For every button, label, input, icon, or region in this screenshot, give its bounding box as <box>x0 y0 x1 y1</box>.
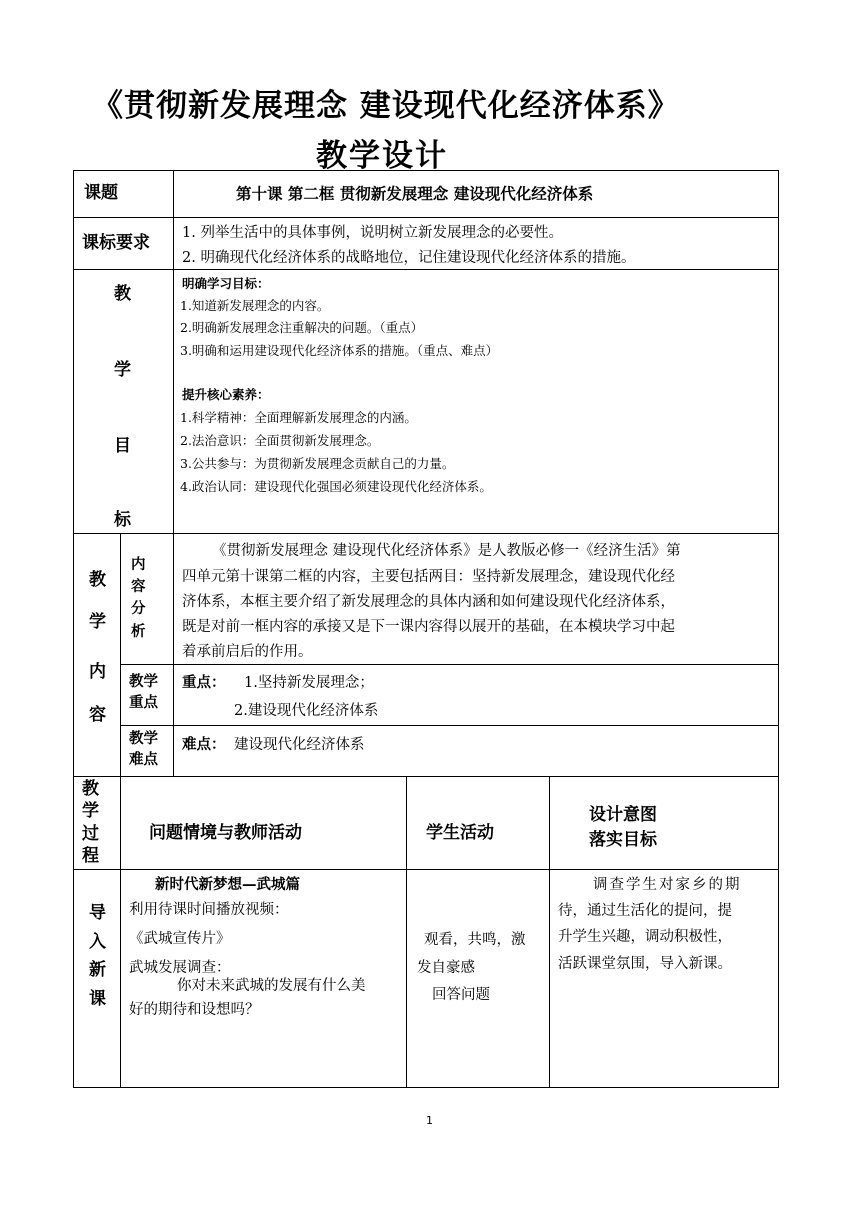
mubiao-item: 4.政治认同：建设现代化强国必须建设现代化经济体系。 <box>180 479 492 494</box>
analysis-label-char: 析 <box>131 624 146 640</box>
nandian-label: 难点 <box>129 752 158 768</box>
daoru-heading: 新时代新梦想—武城篇 <box>155 877 300 893</box>
mubiao-heading: 提升核心素养： <box>182 387 270 402</box>
nandian-heading: 难点： <box>182 737 226 753</box>
kebiao-label-cell <box>73 217 174 270</box>
zhongdian-item: 2.建设现代化经济体系 <box>234 703 379 719</box>
column-header: 问题情境与教师活动 <box>149 823 302 843</box>
mubiao-item: 1.科学精神：全面理解新发展理念的内涵。 <box>180 410 417 425</box>
mubiao-label-cell <box>73 269 174 534</box>
guocheng-label-char: 学 <box>82 801 99 821</box>
document-title: 《贯彻新发展理念 建设现代化经济体系》 <box>92 88 680 124</box>
document-subtitle: 教学设计 <box>316 138 448 174</box>
neirong-label-char: 容 <box>89 705 106 725</box>
kebiao-item: 1. 列举生活中的具体事例，说明树立新发展理念的必要性。 <box>182 225 563 241</box>
neirong-label-char: 教 <box>89 570 106 590</box>
guocheng-col2-cell <box>406 776 550 870</box>
analysis-label-char: 容 <box>131 579 146 595</box>
kebiao-value-cell <box>173 217 779 270</box>
daoru-intent-line: 调查学生对家乡的期 <box>593 877 742 893</box>
mubiao-item: 2.法治意识：全面贯彻新发展理念。 <box>180 433 380 448</box>
analysis-value-cell <box>173 533 779 665</box>
nandian-value: 建设现代化经济体系 <box>234 737 365 753</box>
zhongdian-label-cell <box>120 664 174 726</box>
daoru-student-line: 回答问题 <box>432 987 490 1003</box>
neirong-label-char: 内 <box>89 662 106 682</box>
analysis-line: 四单元第十课第二框的内容，主要包括两目：坚持新发展理念，建设现代化经 <box>182 569 675 585</box>
daoru-label-char: 导 <box>89 903 106 923</box>
daoru-label-cell <box>73 869 121 1088</box>
daoru-student-line: 观看，共鸣，激 <box>424 932 526 948</box>
daoru-label-char: 入 <box>89 932 106 952</box>
daoru-line: 《武城宣传片》 <box>129 931 231 947</box>
daoru-teacher-cell <box>120 869 407 1088</box>
guocheng-label-char: 教 <box>82 779 99 799</box>
guocheng-label-char: 过 <box>82 824 99 844</box>
neirong-label-char: 学 <box>89 612 106 632</box>
column-header: 学生活动 <box>426 823 494 843</box>
analysis-label-char: 内 <box>131 557 146 573</box>
daoru-intent-line: 活跃课堂氛围，导入新课。 <box>558 956 732 972</box>
mubiao-label-char: 学 <box>114 360 131 380</box>
guocheng-label-char: 程 <box>82 846 99 866</box>
mubiao-label-char: 目 <box>114 436 131 456</box>
mubiao-value-cell <box>173 269 779 534</box>
mubiao-label-char: 标 <box>114 510 131 530</box>
keti-value: 第十课 第二框 贯彻新发展理念 建设现代化经济体系 <box>236 185 594 203</box>
analysis-line: 济体系，本框主要介绍了新发展理念的具体内涵和如何建设现代化经济体系， <box>182 594 675 610</box>
daoru-student-line: 发自豪感 <box>417 960 475 976</box>
keti-label: 课题 <box>84 183 118 203</box>
daoru-intent-cell <box>549 869 779 1088</box>
mubiao-item: 3.明确和运用建设现代化经济体系的措施。（重点、难点） <box>180 343 499 358</box>
analysis-label-cell <box>120 533 174 665</box>
zhongdian-heading: 重点： <box>182 675 226 691</box>
daoru-label-char: 课 <box>89 989 106 1009</box>
daoru-line: 好的期待和设想吗？ <box>129 1002 260 1018</box>
daoru-line: 武城发展调查： <box>129 960 231 976</box>
mubiao-item: 1.知道新发展理念的内容。 <box>180 298 330 313</box>
analysis-line: 着承前启后的作用。 <box>182 644 313 660</box>
nandian-label-cell <box>120 725 174 777</box>
column-header: 落实目标 <box>589 830 657 850</box>
guocheng-label-cell <box>73 776 121 870</box>
mubiao-label-char: 教 <box>114 284 131 304</box>
column-header: 设计意图 <box>589 805 657 825</box>
analysis-label-char: 分 <box>131 601 146 617</box>
daoru-line: 你对未来武城的发展有什么美 <box>177 978 366 994</box>
zhongdian-label: 教学 <box>129 674 158 690</box>
zhongdian-value-cell <box>173 664 779 726</box>
kebiao-label: 课标要求 <box>82 233 150 253</box>
neirong-label-cell <box>73 533 121 777</box>
daoru-intent-line: 升学生兴趣，调动积极性， <box>558 929 732 945</box>
daoru-line: 利用待课时间播放视频： <box>129 902 289 918</box>
guocheng-col3-cell <box>549 776 779 870</box>
kebiao-item: 2. 明确现代化经济体系的战略地位，记住建设现代化经济体系的措施。 <box>182 250 636 266</box>
mubiao-heading: 明确学习目标： <box>182 276 270 291</box>
daoru-student-cell <box>406 869 550 1088</box>
analysis-line: 既是对前一框内容的承接又是下一课内容得以展开的基础，在本模块学习中起 <box>182 619 675 635</box>
nandian-value-cell <box>173 725 779 777</box>
page-number: 1 <box>426 1114 433 1127</box>
analysis-line: 《贯彻新发展理念 建设现代化经济体系》是人教版必修一《经济生活》第 <box>212 543 681 559</box>
keti-value-cell <box>173 170 779 218</box>
mubiao-item: 3.公共参与：为贯彻新发展理念贡献自己的力量。 <box>180 456 455 471</box>
zhongdian-item: 1.坚持新发展理念； <box>244 675 374 691</box>
daoru-intent-line: 待，通过生活化的提问，提 <box>558 903 732 919</box>
daoru-label-char: 新 <box>89 960 106 980</box>
guocheng-col1-cell <box>120 776 407 870</box>
zhongdian-label: 重点 <box>129 695 158 711</box>
keti-label-cell <box>73 170 174 218</box>
mubiao-item: 2.明确新发展理念注重解决的问题。（重点） <box>180 320 424 335</box>
nandian-label: 教学 <box>129 731 158 747</box>
